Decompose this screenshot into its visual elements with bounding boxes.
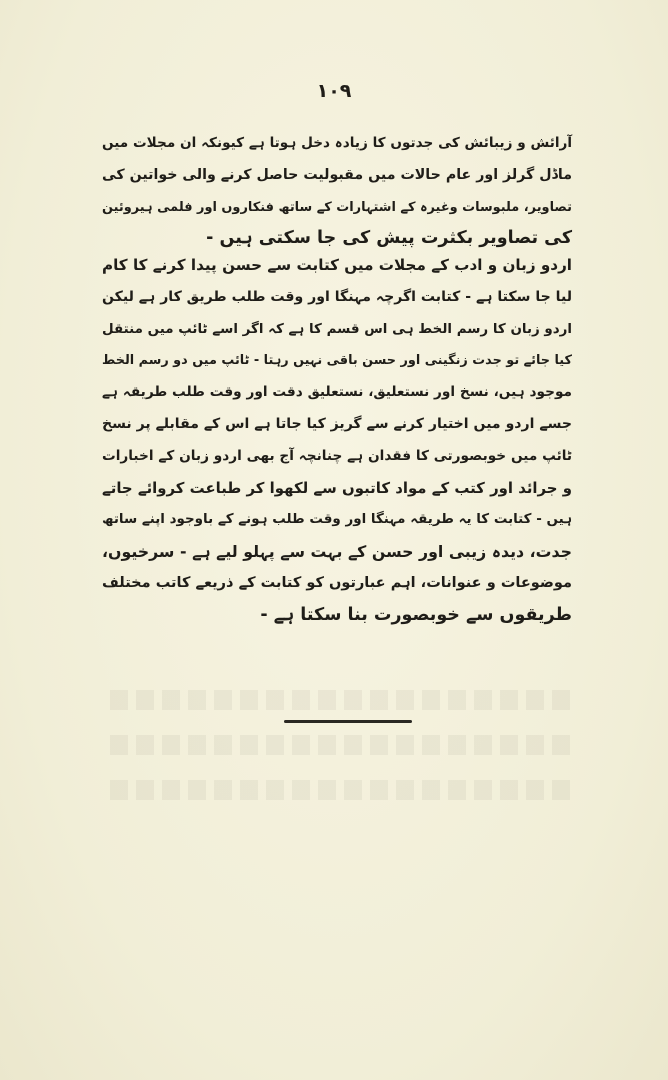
show-through-text	[110, 780, 570, 800]
text-line: کی تصاویر بکثرت پیش کی جا سکتی ہیں -	[206, 228, 572, 249]
text-line: طریقوں سے خوبصورت بنا سکتا ہے -	[260, 604, 572, 625]
text-line: لیا جا سکتا ہے - کتابت اگرچہ مہنگا اور وقت طلب طریق کار ہے لیکن	[102, 288, 572, 305]
text-line: آرائش و زیبائش کی جدتوں کا زیادہ دخل ہوتا ہے کیونکہ ان مجلات میں	[102, 135, 572, 151]
text-line: اردو زبان و ادب کے مجلات میں کتابت سے حسن پیدا کرنے کا کام	[102, 256, 572, 274]
text-line: ہیں - کتابت کا یہ طریقہ مہنگا اور وقت طلب ہونے کے باوجود اپنے ساتھ	[102, 512, 572, 528]
text-line: جسے اردو میں اختیار کرنے سے گریز کیا جاتا ہے اس کے مقابلے پر نسخ	[102, 415, 572, 432]
text-line: ماڈل گرلز اور عام حالات میں مقبولیت حاصل کرنے والی خواتین کی	[102, 166, 572, 183]
show-through-text	[110, 735, 570, 755]
text-line: اردو زبان کا رسم الخط ہی اس قسم کا ہے کہ اگر اسے ٹائپ میں منتقل	[102, 321, 572, 337]
page-number: ١٠٩	[316, 80, 352, 102]
text-line: تصاویر، ملبوسات وغیرہ کے اشتہارات کے ساتھ فنکاروں اور فلمی ہیروئین	[102, 199, 572, 215]
text-line: ٹائپ میں خوبصورتی کا فقدان ہے چنانچہ آج بھی اردو زبان کے اخبارات	[102, 447, 572, 464]
text-line: موضوعات و عنوانات، اہم عبارتوں کو کتابت کے ذریعے کاتب مختلف	[102, 574, 572, 591]
text-line: موجود ہیں، نسخ اور نستعلیق، نستعلیق دقت اور وقت طلب طریقہ ہے	[102, 384, 572, 401]
section-end-rule	[284, 720, 412, 723]
text-line: کیا جائے تو جدت زنگینی اور حسن باقی نہیں رہتا - ٹائپ میں دو رسم الخط	[102, 353, 572, 369]
text-line: جدت، دیدہ زیبی اور حسن کے بہت سے پہلو لیے ہے - سرخیوں،	[102, 542, 572, 562]
paragraph-1	[102, 128, 572, 255]
paragraph-2	[102, 250, 572, 632]
text-line: و جرائد اور کتب کے مواد کاتبوں سے لکھوا کر طباعت کروائے جاتے	[102, 478, 572, 497]
show-through-text	[110, 690, 570, 710]
